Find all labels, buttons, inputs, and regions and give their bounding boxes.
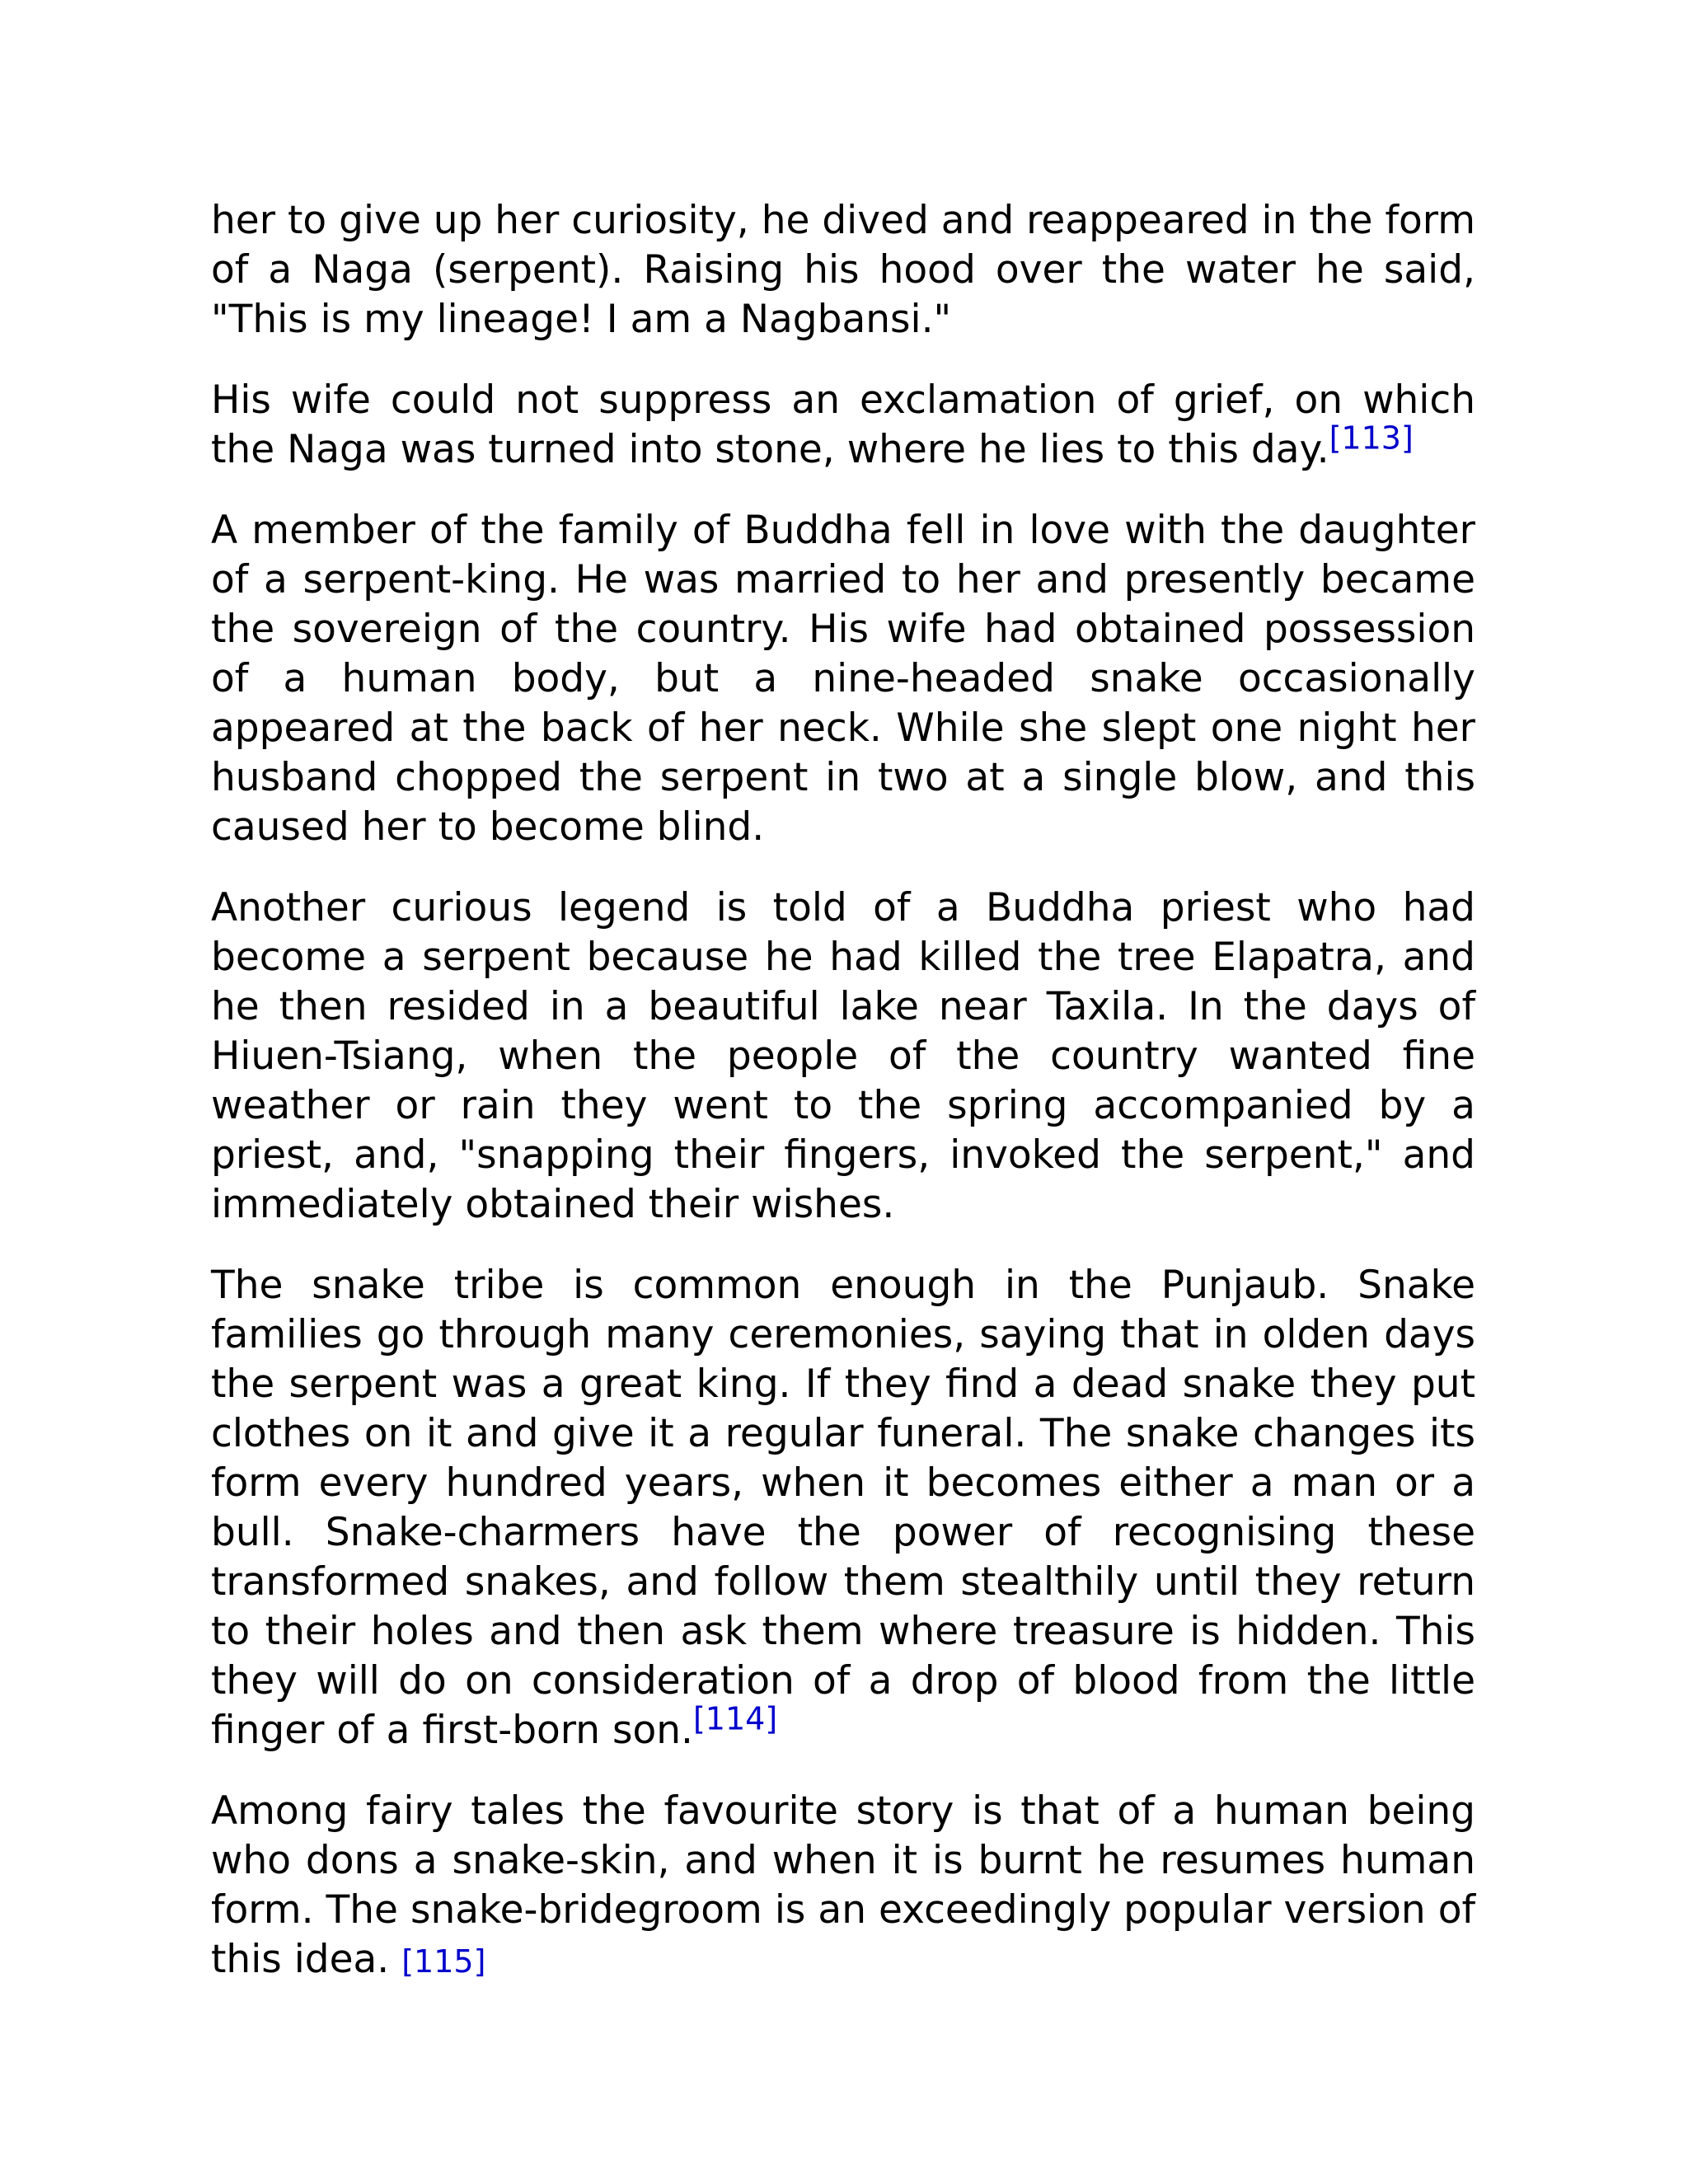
paragraph-4 [211, 883, 1475, 1230]
paragraph-text: her to give up her curiosity, he dived and reappeared in the form of a Naga (serpent). Raising his hood over the water he said, "This is my lineage! I am a Nagbansi." [211, 198, 1475, 342]
paragraph-text: A member of the family of Buddha fell in love with the daughter of a serpent-king. He was married to her and presently became the sovereign of the country. His wife had obtained possession of a human body, but a nine-headed snake occasionally appeared at the back of her neck. While she slept one night her husband chopped the serpent in two at a single blow, and this caused her to become blind. [211, 508, 1475, 850]
paragraph-text: Among fairy tales the favourite story is that of a human being who dons a snake-skin, and when it is burnt he resumes human form. The snake-bridegroom is an exceedingly popular version of this idea. [211, 1788, 1475, 1982]
paragraph-1 [211, 196, 1475, 344]
paragraph-2 [211, 376, 1475, 475]
document-page [211, 196, 1475, 2016]
footnote-link-114[interactable]: [114] [692, 1700, 778, 1737]
footnote-link-115[interactable]: [115] [401, 1943, 486, 1980]
paragraph-6 [211, 1787, 1475, 1985]
footnote-link-113[interactable]: [113] [1329, 419, 1414, 457]
paragraph-5 [211, 1261, 1475, 1755]
paragraph-3 [211, 506, 1475, 852]
paragraph-text: Another curious legend is told of a Buddha priest who had become a serpent because he had killed the tree Elapatra, and he then resided in a beautiful lake near Taxila. In the days of Hiuen-Tsiang, when the people of the country wanted fine weather or rain they went to the spring accompanied by a priest, and, "snapping their fingers, invoked the serpent," and immediately obtained their wishes. [211, 885, 1475, 1227]
paragraph-text: His wife could not suppress an exclamation of grief, on which the Naga was turned into stone, where he lies to this day. [211, 377, 1475, 472]
paragraph-text: The snake tribe is common enough in the Punjaub. Snake families go through many ceremonies, saying that in olden days the serpent was a great king. If they find a dead snake they put clothes on it and give it a regular funeral. The snake changes its form every hundred years, when it becomes either a man or a bull. Snake-charmers have the power of recognising these transformed snakes, and follow them stealthily until they return to their holes and then ask them where treasure is hidden. This they will do on consideration of a drop of blood from the little finger of a first-born son. [211, 1263, 1475, 1753]
